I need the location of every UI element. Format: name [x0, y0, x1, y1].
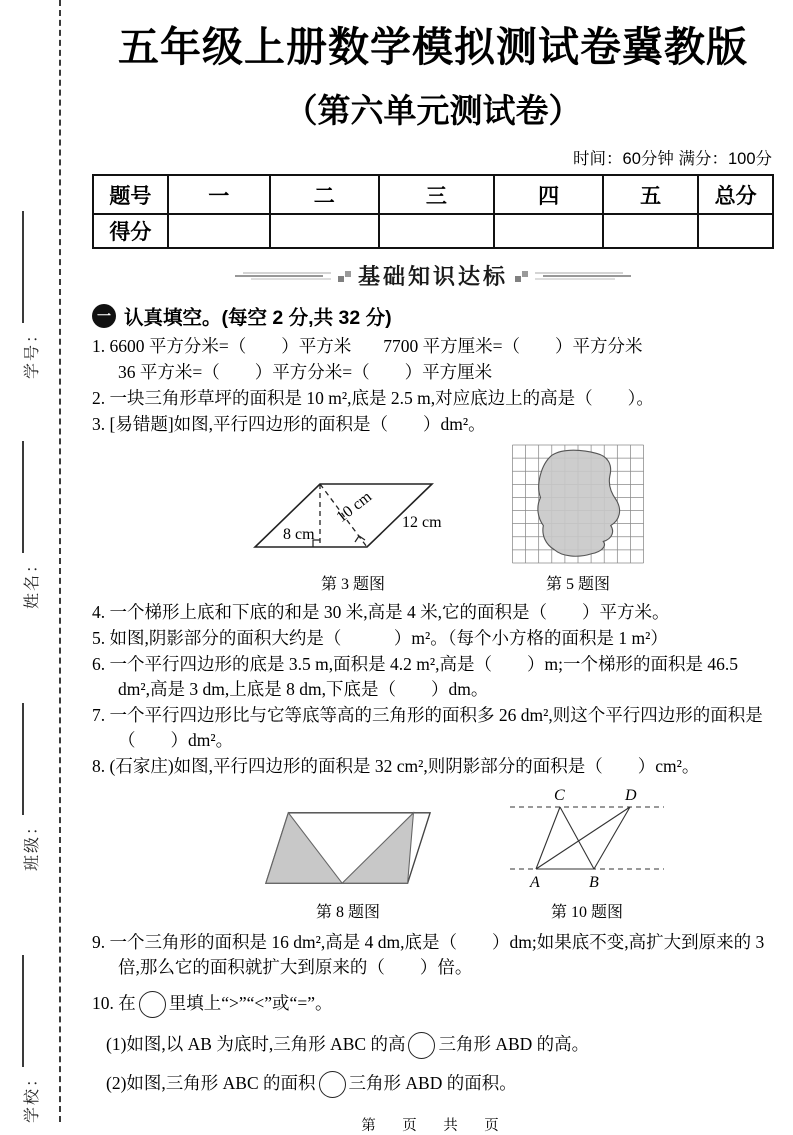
score-table-header-cell: 一	[168, 175, 270, 214]
score-cell	[168, 214, 270, 248]
figure-q5-caption: 第 5 题图	[545, 576, 610, 593]
sidebar-field-school	[17, 903, 43, 1123]
figure-q5	[508, 445, 648, 594]
figure-q8-caption: 第 8 题图	[315, 904, 380, 921]
score-table-header-cell: 题号	[93, 175, 168, 214]
page-subtitle: （第六单元测试卷）	[284, 92, 582, 129]
banner-title: 基础知识达标	[357, 264, 508, 289]
figure-row-2	[260, 787, 774, 922]
page-footer: 第 页 共 页	[361, 1118, 505, 1134]
question-10-sub2	[92, 1068, 774, 1098]
score-row-label: 得分	[93, 214, 168, 248]
section-banner	[92, 260, 774, 291]
fold-dashed-line	[59, 0, 61, 1122]
question-10	[92, 986, 774, 1020]
banner-line-left-icon	[235, 271, 331, 281]
score-table-header-cell: 五	[603, 175, 698, 214]
sidebar-field-class	[17, 651, 43, 871]
point-d-label: D	[625, 787, 637, 804]
score-table-header-cell: 四	[494, 175, 603, 214]
question-1-line2: 36 平方米=（ ）平方分米=（ ）平方厘米	[118, 362, 493, 382]
section-number-one-icon: 一	[92, 304, 116, 328]
question-1-part-b: 7700 平方厘米=（ ）平方分米	[383, 336, 643, 356]
figure-q8	[260, 805, 436, 922]
label-8cm: 8 cm	[283, 526, 315, 543]
sidebar-field-name	[17, 389, 43, 609]
label-12cm: 12 cm	[402, 514, 442, 531]
triangles-q10-diagram	[508, 787, 666, 891]
question-10-2-pre: (2)如图,三角形 ABC 的面积	[106, 1073, 316, 1093]
score-table	[92, 174, 774, 249]
school-label: 学校：	[23, 1068, 41, 1123]
question-10-post: 里填上“>”“<”或“=”。	[168, 993, 333, 1013]
figure-q10	[508, 787, 666, 922]
score-cell	[270, 214, 379, 248]
point-a-label: A	[530, 874, 540, 891]
score-table-header-cell: 二	[270, 175, 379, 214]
section1-heading	[92, 302, 774, 330]
figure-q10-caption: 第 10 题图	[550, 904, 623, 921]
score-cell	[379, 214, 495, 248]
figure-q3-caption: 第 3 题图	[320, 576, 385, 593]
banner-line-right-icon	[535, 271, 631, 281]
question-10-1-post: 三角形 ABD 的高。	[438, 1034, 590, 1054]
compare-circle-icon	[408, 1032, 435, 1059]
section1-heading-text: 认真填空。(每空 2 分,共 32 分)	[124, 307, 392, 329]
score-table-header-cell: 总分	[698, 175, 773, 214]
class-label: 班级：	[23, 816, 41, 871]
page-title: 五年级上册数学模拟测试卷冀教版	[118, 24, 748, 70]
shaded-parallelogram-q8-diagram	[260, 805, 436, 891]
question-4: 4. 一个梯形上底和下底的和是 30 米,高是 4 米,它的面积是（ ）平方米。	[92, 602, 670, 622]
question-10-pre: 10. 在	[92, 993, 136, 1013]
label-10cm: 10 cm	[333, 488, 376, 526]
name-label: 姓名：	[23, 554, 41, 609]
banner-quote-left-icon	[338, 269, 351, 283]
question-8: 8. (石家庄)如图,平行四边形的面积是 32 cm²,则阴影部分的面积是（ ）cm²。	[92, 756, 700, 776]
point-c-label: C	[554, 787, 565, 804]
compare-circle-icon	[139, 991, 166, 1018]
question-6: 6. 一个平行四边形的底是 3.5 m,面积是 4.2 m²,高是（ ）m;一个梯形的面积是 46.5 dm²,高是 3 dm,上底是 8 dm,下底是（ ）dm。	[92, 654, 738, 699]
grid-shape-q5-diagram	[508, 445, 648, 563]
score-cell	[603, 214, 698, 248]
sidebar-field-student-id	[17, 159, 43, 379]
question-10-2-post: 三角形 ABD 的面积。	[348, 1073, 517, 1093]
score-cell	[698, 214, 773, 248]
question-10-sub1	[92, 1029, 774, 1059]
question-5: 5. 如图,阴影部分的面积大约是（ ）m²。（每个小方格的面积是 1 m²）	[92, 628, 668, 648]
parallelogram-q3-diagram	[250, 463, 456, 563]
question-9: 9. 一个三角形的面积是 16 dm²,高是 4 dm,底是（ ）dm;如果底不变,高扩大到原来的 3 倍,那么它的面积就扩大到原来的（ ）倍。	[92, 932, 765, 977]
student-id-blank-line	[22, 211, 24, 323]
school-blank-line	[22, 955, 24, 1067]
figure-row-1	[250, 445, 774, 594]
name-blank-line	[22, 441, 24, 553]
compare-circle-icon	[319, 1071, 346, 1098]
time-score-info: 时间：60分钟 满分：100分	[573, 150, 772, 168]
figure-q3	[250, 463, 456, 594]
score-table-header-cell: 三	[379, 175, 495, 214]
class-blank-line	[22, 703, 24, 815]
score-cell	[494, 214, 603, 248]
question-1-part-a: 1. 6600 平方分米=（ ）平方米	[92, 336, 352, 356]
question-10-1-pre: (1)如图,以 AB 为底时,三角形 ABC 的高	[106, 1034, 406, 1054]
question-2: 2. 一块三角形草坪的面积是 10 m²,底是 2.5 m,对应底边上的高是（ ）。	[92, 388, 654, 408]
point-b-label: B	[589, 874, 599, 891]
question-7: 7. 一个平行四边形比与它等底等高的三角形的面积多 26 dm²,则这个平行四边形的面积是（ ）dm²。	[92, 705, 763, 750]
student-id-label: 学号：	[23, 324, 41, 379]
question-1-line1	[92, 334, 774, 359]
banner-quote-right-icon	[515, 269, 528, 283]
question-3: 3. [易错题]如图,平行四边形的面积是（ ）dm²。	[92, 414, 486, 434]
